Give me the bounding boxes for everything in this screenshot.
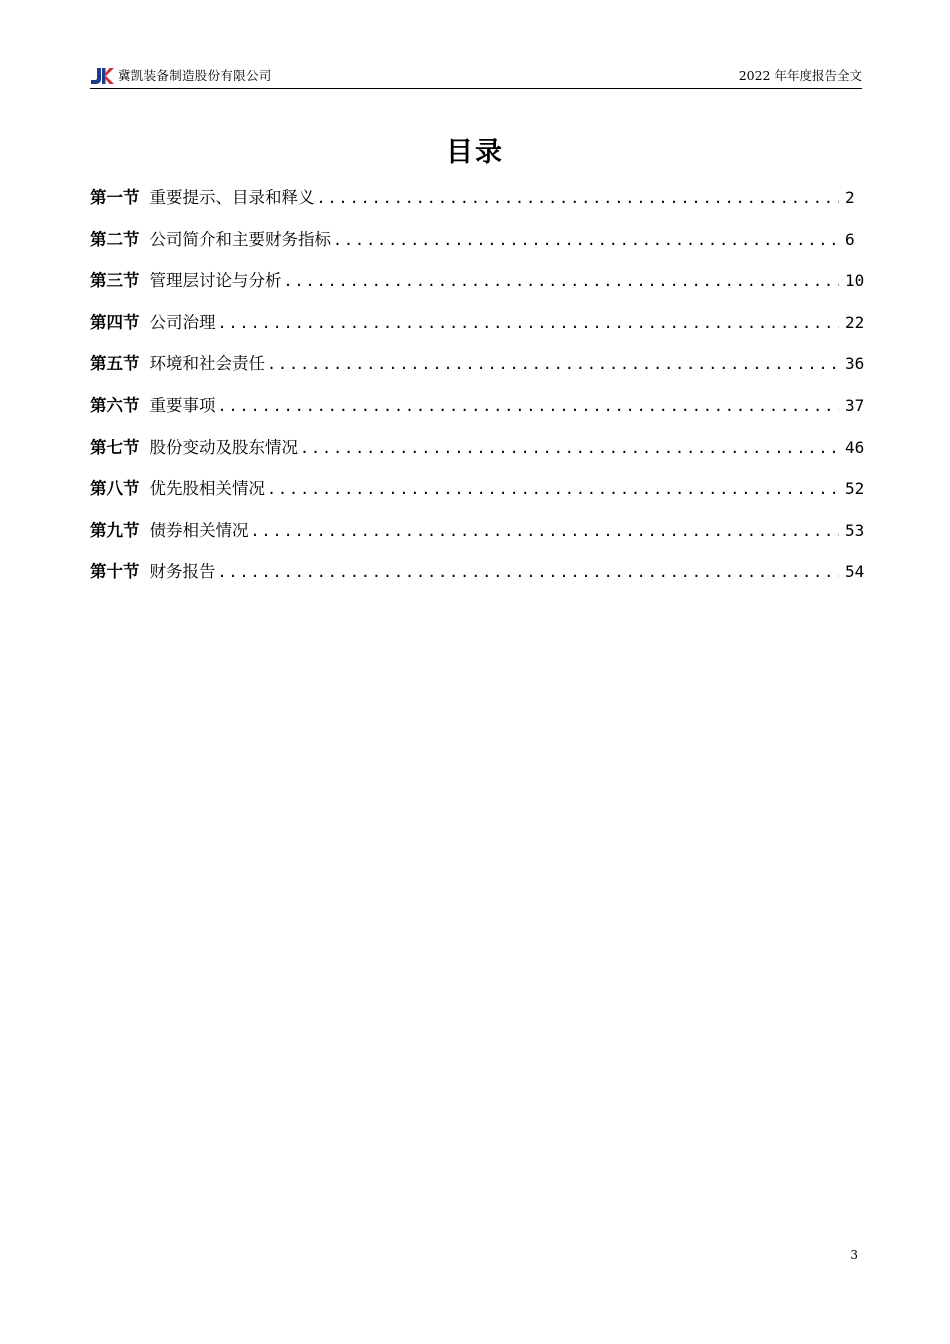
toc-leader-dots (267, 480, 839, 498)
toc-label: 重要提示、目录和释义 (149, 188, 315, 207)
toc-page: 6 (845, 229, 855, 249)
toc-title: 目录 (446, 137, 504, 168)
toc-leader-dots (300, 439, 839, 457)
toc-entry[interactable] (90, 517, 865, 559)
toc-entry[interactable] (90, 267, 865, 309)
toc-chapter: 第十节 (90, 562, 140, 582)
toc-label: 环境和社会责任 (149, 354, 265, 374)
toc-leader-dots (218, 314, 840, 332)
toc-page: 53 (845, 520, 865, 540)
toc-chapter: 第九节 (90, 520, 140, 540)
toc-leader-dots (218, 563, 840, 581)
company-logo (90, 67, 272, 85)
toc-page: 22 (845, 312, 865, 332)
toc-chapter: 第八节 (90, 479, 140, 499)
toc-page: 36 (845, 354, 865, 374)
toc-entry[interactable] (90, 184, 865, 226)
toc-chapter: 第七节 (90, 437, 140, 457)
toc-leader-dots (333, 231, 839, 249)
toc-chapter: 第二节 (90, 229, 140, 249)
toc-chapter: 第五节 (90, 354, 140, 374)
toc-page: 54 (845, 562, 865, 582)
toc-page: 2 (845, 188, 855, 207)
toc-chapter: 第六节 (90, 395, 140, 415)
toc-entry[interactable] (90, 309, 865, 351)
toc-leader-dots (317, 189, 840, 207)
page-header (90, 64, 862, 89)
toc-label: 公司治理 (149, 312, 216, 332)
toc-chapter: 第四节 (90, 312, 140, 332)
table-of-contents (90, 184, 865, 600)
toc-entry[interactable] (90, 558, 865, 600)
toc-chapter: 第三节 (90, 271, 140, 291)
toc-entry[interactable] (90, 392, 865, 434)
page-number: 3 (850, 1248, 858, 1262)
toc-label: 股份变动及股东情况 (149, 437, 298, 457)
toc-leader-dots (267, 355, 839, 373)
toc-page: 10 (845, 271, 865, 291)
toc-page: 46 (845, 437, 865, 457)
toc-leader-dots (284, 272, 840, 290)
toc-entry[interactable] (90, 226, 865, 268)
toc-chapter: 第一节 (90, 188, 140, 207)
toc-label: 债券相关情况 (149, 520, 249, 540)
toc-page: 52 (845, 479, 865, 499)
jk-logo-icon (90, 67, 116, 85)
toc-label: 管理层讨论与分析 (149, 271, 282, 291)
toc-entry[interactable] (90, 434, 865, 476)
company-name: 冀凯装备制造股份有限公司 (118, 68, 272, 83)
toc-label: 公司简介和主要财务指标 (149, 229, 331, 249)
toc-label: 财务报告 (149, 562, 216, 582)
toc-label: 重要事项 (149, 395, 216, 415)
toc-entry[interactable] (90, 475, 865, 517)
toc-leader-dots (251, 522, 840, 540)
toc-page: 37 (845, 395, 865, 415)
toc-label: 优先股相关情况 (149, 479, 265, 499)
toc-leader-dots (218, 397, 840, 415)
report-title: 2022 年年度报告全文 (738, 68, 862, 83)
toc-entry[interactable] (90, 350, 865, 392)
